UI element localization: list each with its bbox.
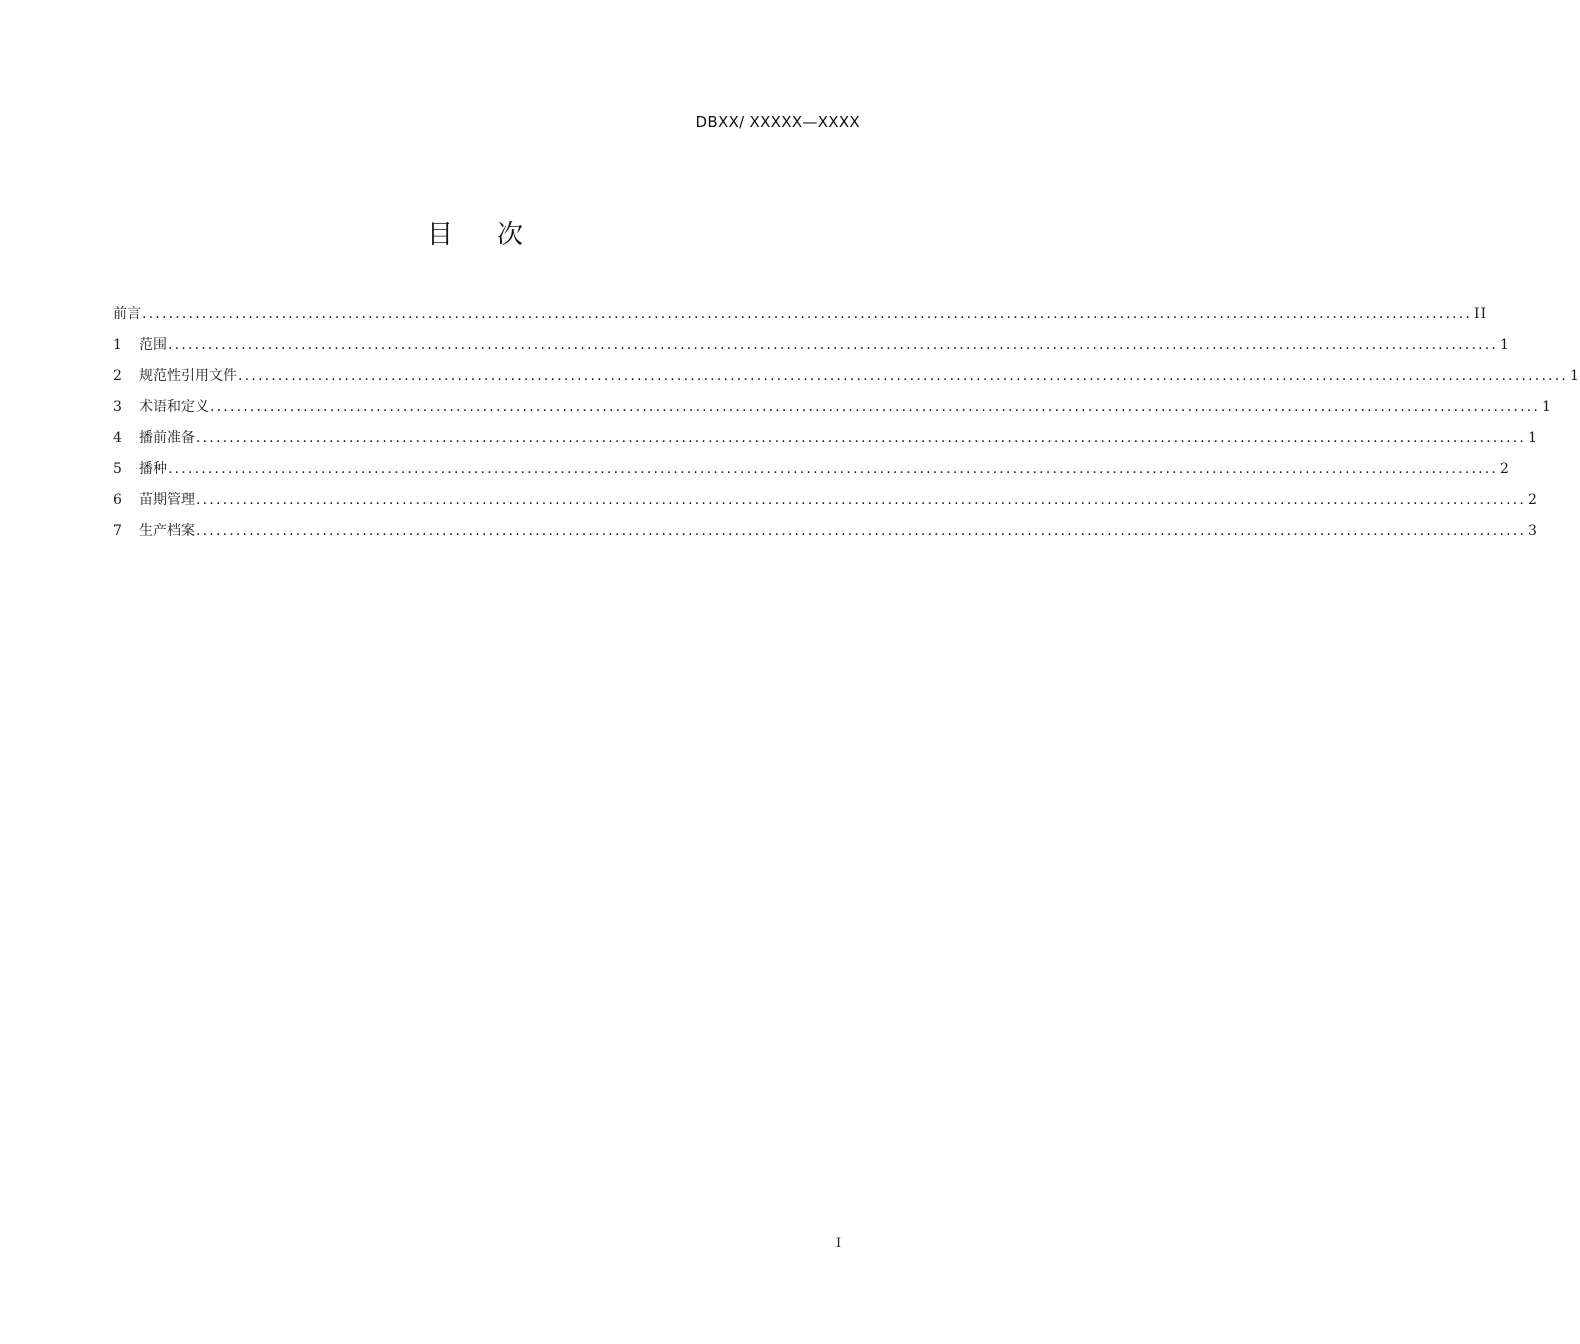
page-title: [0, 214, 950, 251]
toc-dot-leader: ........................................................................................................................................................................................................: [168, 337, 1499, 353]
toc-entry-page: 2: [1500, 461, 1510, 477]
toc-entry-page: 1: [1542, 399, 1552, 415]
toc-entry-page: 3: [1528, 523, 1538, 539]
toc-dot-leader: ........................................................................................................................................................................................................: [210, 399, 1541, 415]
toc-entry-scope[interactable]: [113, 333, 1510, 364]
toc-entry-page: II: [1474, 306, 1488, 322]
toc-dot-leader: ........................................................................................................................................................................................................: [238, 368, 1569, 384]
toc-entry-number: 3: [113, 399, 122, 415]
toc-entry-page: 2: [1528, 492, 1538, 508]
toc-dot-leader: ........................................................................................................................................................................................................: [168, 461, 1499, 477]
toc-entry-label: 播前准备: [139, 430, 195, 446]
toc-entry-seedling-management[interactable]: [113, 488, 1538, 519]
toc-entry-number: 2: [113, 368, 122, 384]
toc-entry-pre-sowing[interactable]: [113, 426, 1538, 457]
page-number: I: [836, 1236, 842, 1251]
toc-entry-label: 规范性引用文件: [139, 368, 237, 384]
toc-entry-label: 前言: [113, 306, 141, 322]
title-char-1: 目: [426, 220, 453, 250]
document-code: DBXX/ XXXXX—XXXX: [695, 113, 860, 131]
toc-entry-number: 5: [113, 461, 122, 477]
toc-entry-label: 术语和定义: [139, 399, 209, 415]
toc-entry-foreword[interactable]: [113, 302, 1488, 333]
toc-dot-leader: ........................................................................................................................................................................................................: [196, 430, 1527, 446]
table-of-contents: [113, 302, 1580, 550]
toc-entry-number: 7: [113, 523, 122, 539]
title-char-2: 次: [497, 220, 524, 250]
toc-entry-terms-definitions[interactable]: [113, 395, 1552, 426]
toc-entry-label: 苗期管理: [139, 492, 195, 508]
toc-entry-sowing[interactable]: [113, 457, 1510, 488]
toc-entry-label: 播种: [139, 461, 167, 477]
toc-dot-leader: ........................................................................................................................................................................................................: [196, 492, 1527, 508]
toc-entry-page: 1: [1500, 337, 1510, 353]
toc-entry-production-records[interactable]: [113, 519, 1538, 550]
toc-entry-number: 4: [113, 430, 122, 446]
toc-entry-number: 6: [113, 492, 122, 508]
toc-entry-label: 生产档案: [139, 523, 195, 539]
toc-entry-page: 1: [1570, 368, 1580, 384]
toc-entry-label: 范围: [139, 337, 167, 353]
toc-entry-number: 1: [113, 337, 122, 353]
toc-entry-page: 1: [1528, 430, 1538, 446]
toc-dot-leader: ........................................................................................................................................................................................................: [196, 523, 1527, 539]
toc-dot-leader: ........................................................................................................................................................................................................: [142, 306, 1473, 322]
toc-entry-normative-references[interactable]: [113, 364, 1580, 395]
